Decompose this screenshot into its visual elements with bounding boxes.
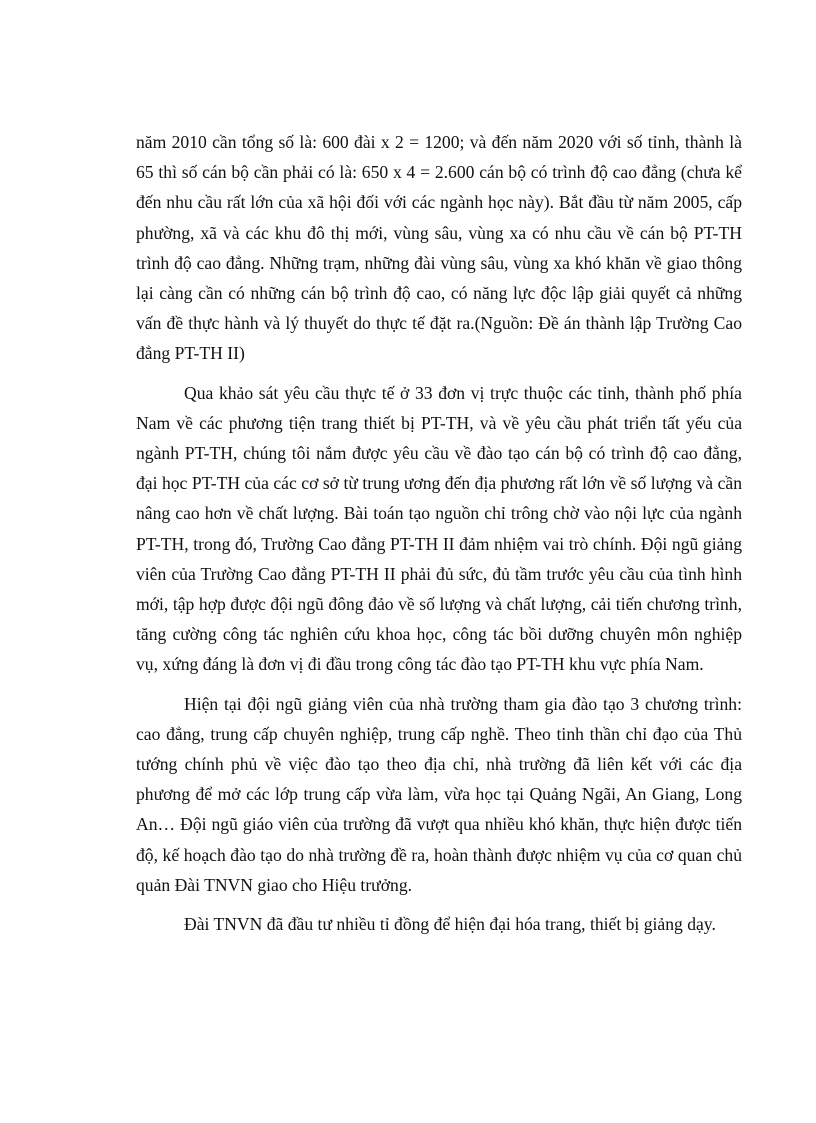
paragraph-teaching-staff: Hiện tại đội ngũ giảng viên của nhà trường tham gia đào tạo 3 chương trình: cao đẳng, trung cấp chuyên nghiệp, trung cấp nghề. Theo tinh thần chỉ đạo của Thủ tướng chính phủ về việc đào tạo theo địa chỉ, nhà trường đã liên kết với các địa phương để mở các lớp trung cấp vừa làm, vừa học tại Quảng Ngãi, An Giang, Long An… Đội ngũ giáo viên của trường đã vượt qua nhiều khó khăn, thực hiện được tiến độ, kế hoạch đào tạo do nhà trường đề ra, hoàn thành được nhiệm vụ của cơ quan chủ quản Đài TNVN giao cho Hiệu trưởng. xyxy=(136,693,742,895)
paragraph-investment: Đài TNVN đã đầu tư nhiều tỉ đồng để hiện đại hóa trang, thiết bị giảng dạy. xyxy=(184,914,716,935)
paragraph-continuation: năm 2010 cần tổng số là: 600 đài x 2 = 1200; và đến năm 2020 với số tỉnh, thành là 65 thì số cán bộ cần phải có là: 650 x 4 = 2.600 cán bộ có trình độ cao đẳng (chưa kể đến nhu cầu rất lớn của xã hội đối với các ngành học này). Bắt đầu từ năm 2005, cấp phường, xã và các khu đô thị mới, vùng sâu, vùng xa có nhu cầu về cán bộ PT-TH trình độ cao đẳng. Những trạm, những đài vùng sâu, vùng xa khó khăn về giao thông lại càng cần có những cán bộ trình độ cao, có năng lực độc lập giải quyết cả những vấn đề thực hành và lý thuyết do thực tế đặt ra.(Nguồn: Đề án thành lập Trường Cao đẳng PT-TH II) xyxy=(136,132,742,364)
paragraph-survey: Qua khảo sát yêu cầu thực tế ở 33 đơn vị trực thuộc các tỉnh, thành phố phía Nam về các phương tiện trang thiết bị PT-TH, và về yêu cầu phát triển tất yếu của ngành PT-TH, chúng tôi nắm được yêu cầu về đào tạo cán bộ có trình độ cao đẳng, đại học PT-TH của các cơ sở từ trung ương đến địa phương rất lớn về số lượng và cần nâng cao hơn về chất lượng. Bài toán tạo nguồn chỉ trông chờ vào nội lực của ngành PT-TH, trong đó, Trường Cao đẳng PT-TH II đảm nhiệm vai trò chính. Đội ngũ giảng viên của Trường Cao đẳng PT-TH II phải đủ sức, đủ tầm trước yêu cầu của tình hình mới, tập hợp được đội ngũ đông đảo về số lượng và chất lượng, cải tiến chương trình, tăng cường công tác nghiên cứu khoa học, công tác bồi dưỡng chuyên môn nghiệp vụ, xứng đáng là đơn vị đi đầu trong công tác đào tạo PT-TH khu vực phía Nam. xyxy=(136,382,742,675)
document-body xyxy=(136,127,742,948)
